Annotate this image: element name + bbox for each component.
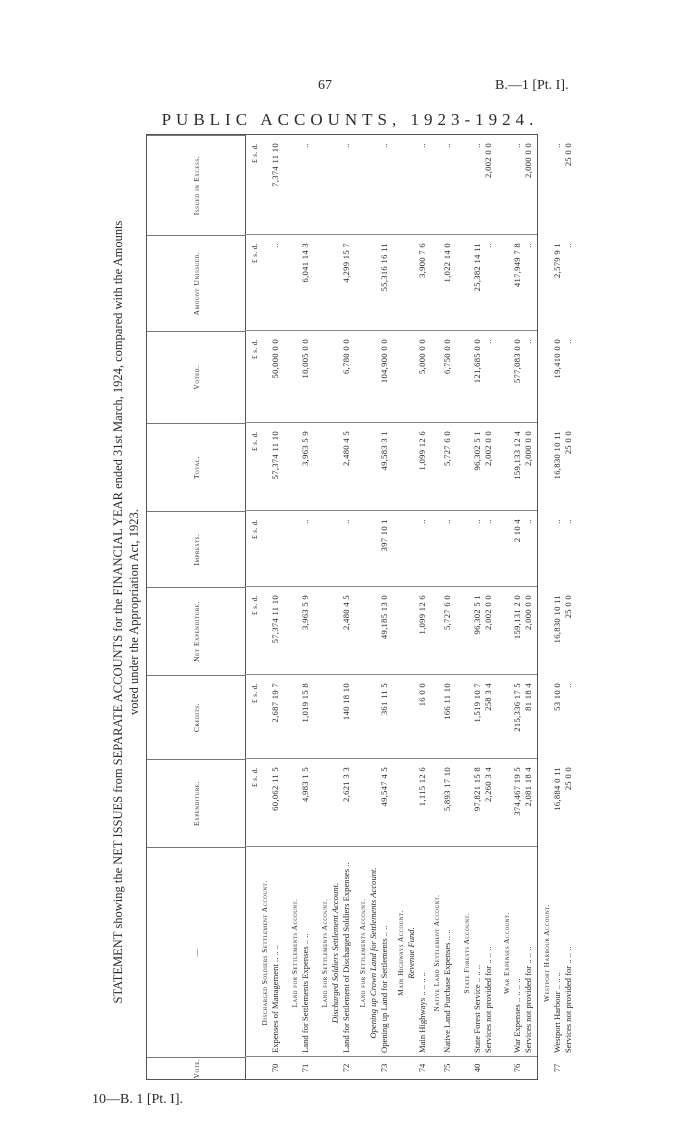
amount-credits: 361 11 5 <box>379 683 389 716</box>
vote-number: 71 <box>300 1063 310 1073</box>
amount-unissued: 3,900 7 6 <box>417 243 427 278</box>
amount-expenditure: 1,115 12 6 <box>417 767 427 807</box>
page-number: 67 <box>318 78 332 93</box>
amount-imprests: .. <box>563 519 573 524</box>
amount-unissued: .. <box>270 243 280 248</box>
account-name: Land for Settlements Account. <box>290 898 299 1008</box>
header-rule <box>245 135 246 1079</box>
amount-net: 96,302 5 1 <box>472 595 482 635</box>
amount-excess: .. <box>341 143 351 148</box>
amount-voted: 10,005 0 0 <box>300 339 310 379</box>
amount-voted: 6,750 0 0 <box>442 339 452 374</box>
amount-imprests: .. <box>341 519 351 524</box>
account-subtitle: Opening up Crown Land for Settlements Account. <box>368 867 378 1039</box>
amount-credits: .. <box>563 683 573 688</box>
amount-credits: 1,519 10 7 <box>472 683 482 723</box>
amount-total: 16,830 10 11 <box>552 431 562 480</box>
amount-excess: 7,374 11 10 <box>270 143 280 187</box>
account-name: State Forests Account. <box>462 912 471 994</box>
amount-net: 2,000 0 0 <box>523 595 533 630</box>
amount-net: 49,185 13 0 <box>379 595 389 640</box>
amount-voted: 19,410 0 0 <box>552 339 562 379</box>
amount-credits: 258 3 4 <box>483 683 493 711</box>
amount-imprests: .. <box>472 519 482 524</box>
amount-voted: 50,000 0 0 <box>270 339 280 379</box>
amount-excess: .. <box>472 143 482 148</box>
amount-net: 159,131 2 0 <box>512 595 522 640</box>
amount-expenditure: 16,884 0 11 <box>552 767 562 811</box>
col-header-voted: Voted. <box>147 331 245 423</box>
amount-credits: 215,336 17 5 <box>512 683 522 732</box>
amount-expenditure: 2,260 3 4 <box>483 767 493 802</box>
col-header-issued-in-excess: Issued in Excess. <box>147 135 245 235</box>
amount-credits: 140 18 10 <box>341 683 351 721</box>
rotated-statement <box>110 132 573 1092</box>
amount-total: 96,302 5 1 <box>472 431 482 471</box>
line-description: Main Highways .. .. .. .. <box>417 972 427 1053</box>
amount-unissued: 4,299 15 7 <box>341 243 351 283</box>
amount-expenditure: 4,983 1 5 <box>300 767 310 802</box>
col-header-credits: Credits. <box>147 675 245 759</box>
amount-excess: .. <box>442 143 452 148</box>
account-subtitle: Revenue Fund. <box>406 927 416 979</box>
amount-imprests: .. <box>417 519 427 524</box>
amount-unissued: 1,022 14 0 <box>442 243 452 283</box>
amount-excess: 2,002 0 0 <box>483 143 493 178</box>
units-label: £ s. d. <box>250 143 259 164</box>
amount-net: 25 0 0 <box>563 595 573 619</box>
amount-expenditure: 49,547 4 5 <box>379 767 389 807</box>
line-description: Land for Settlements Expenses .. .. <box>300 933 310 1053</box>
amount-credits: 2,687 19 7 <box>270 683 280 723</box>
amount-net: 16,830 10 11 <box>552 595 562 644</box>
document-reference: B.—1 [Pt. I]. <box>495 78 569 93</box>
vote-number: 70 <box>270 1063 280 1073</box>
amount-net: 3,963 5 9 <box>300 595 310 630</box>
amount-expenditure: 2,081 18 4 <box>523 767 533 807</box>
vote-number: 72 <box>341 1063 351 1073</box>
amount-voted: 6,780 0 0 <box>341 339 351 374</box>
vote-number: 40 <box>472 1063 482 1073</box>
vote-number: 75 <box>442 1063 452 1073</box>
amount-excess: .. <box>417 143 427 148</box>
amount-excess: .. <box>512 143 522 148</box>
amount-expenditure: 5,893 17 10 <box>442 767 452 812</box>
line-description: Westport Harbour .. .. .. <box>552 972 562 1053</box>
account-subtitle: Discharged Soldiers Settlement Account. <box>330 882 340 1024</box>
account-name: Westport Harbour Account. <box>542 903 551 1003</box>
amount-total: 1,099 12 6 <box>417 431 427 471</box>
units-label: £ s. d. <box>250 683 259 704</box>
amount-total: 5,727 6 0 <box>442 431 452 466</box>
page-footer: 10—B. 1 [Pt. I]. <box>92 1092 183 1107</box>
amount-unissued: 25,382 14 11 <box>472 243 482 292</box>
amount-voted: 5,000 0 0 <box>417 339 427 374</box>
amount-expenditure: 97,821 15 8 <box>472 767 482 812</box>
amount-excess: .. <box>300 143 310 148</box>
amount-excess: 2,000 0 0 <box>523 143 533 178</box>
col-header-expenditure: Expenditure. <box>147 759 245 847</box>
account-name: Discharged Soldiers Settlement Account. <box>260 880 269 1026</box>
statement-title-line-1: STATEMENT showing the NET ISSUES from SEPARATE ACCOUNTS for the FINANCIAL YEAR ended 31st March, 1924, compared with the Amounts <box>111 220 125 1004</box>
vote-number: 76 <box>512 1063 522 1073</box>
amount-imprests: 397 10 1 <box>379 519 389 552</box>
amount-unissued: .. <box>483 243 493 248</box>
amount-excess: .. <box>552 143 562 148</box>
account-name: Land for Settlements Account. <box>320 898 329 1008</box>
amount-imprests: .. <box>300 519 310 524</box>
amount-imprests: .. <box>523 519 533 524</box>
amount-credits: 166 11 10 <box>442 683 452 720</box>
statement-title-line-2: voted under the Appropriation Act, 1923. <box>127 509 141 715</box>
amount-voted: .. <box>483 339 493 344</box>
amount-unissued: .. <box>563 243 573 248</box>
col-header-net-expenditure: Net Expenditure. <box>147 587 245 675</box>
line-description: Opening up Land for Settlements .. .. <box>379 925 389 1053</box>
line-description: Land for Settlement of Discharged Soldiers Expenses .. <box>341 862 351 1053</box>
line-description: Services not provided for .. .. .. <box>563 946 573 1053</box>
amount-voted: 121,685 0 0 <box>472 339 482 384</box>
account-name: Land for Settlements Account. <box>358 898 367 1008</box>
amount-net: 57,374 11 10 <box>270 595 280 644</box>
amount-expenditure: 25 0 0 <box>563 767 573 791</box>
amount-excess: .. <box>379 143 389 148</box>
amount-unissued: .. <box>523 243 533 248</box>
amount-imprests: .. <box>483 519 493 524</box>
amount-expenditure: 2,621 3 3 <box>341 767 351 802</box>
vote-number: 73 <box>379 1063 389 1073</box>
units-label: £ s. d. <box>250 519 259 540</box>
amount-total: 25 0 0 <box>563 431 573 455</box>
amount-total: 2,000 0 0 <box>523 431 533 466</box>
amount-total: 2,480 4 5 <box>341 431 351 466</box>
page-title: PUBLIC ACCOUNTS, 1923-1924. <box>161 110 539 129</box>
amount-total: 159,133 12 4 <box>512 431 522 480</box>
amount-voted: 577,083 0 0 <box>512 339 522 384</box>
amount-imprests: .. <box>552 519 562 524</box>
col-header-imprests: Imprests. <box>147 511 245 587</box>
col-header-total: Total. <box>147 423 245 511</box>
amount-net: 2,480 4 5 <box>341 595 351 630</box>
col-header-vote: Vote. <box>147 1057 245 1079</box>
amount-imprests: .. <box>442 519 452 524</box>
amount-voted: .. <box>523 339 533 344</box>
vote-number: 74 <box>417 1063 427 1073</box>
statement-title <box>110 132 144 1092</box>
units-label: £ s. d. <box>250 431 259 452</box>
amount-voted: .. <box>563 339 573 344</box>
amount-unissued: 55,316 16 11 <box>379 243 389 292</box>
amount-net: 1,099 12 6 <box>417 595 427 635</box>
account-name: Main Highways Account. <box>396 910 405 996</box>
amount-total: 57,374 11 10 <box>270 431 280 480</box>
amount-net: 5,727 6 0 <box>442 595 452 630</box>
amount-excess: 25 0 0 <box>563 143 573 167</box>
amount-credits: 53 10 0 <box>552 683 562 711</box>
units-label: £ s. d. <box>250 767 259 788</box>
amount-unissued: 2,579 9 1 <box>552 243 562 278</box>
line-description: Native Land Purchase Expenses .. .. <box>442 929 452 1053</box>
units-label: £ s. d. <box>250 339 259 360</box>
vote-number: 77 <box>552 1063 562 1073</box>
amount-unissued: 6,041 14 3 <box>300 243 310 283</box>
accounts-table <box>146 134 573 1080</box>
line-description: State Forest Service .. .. .. <box>472 964 482 1053</box>
col-header-amount-unissued: Amount Unissued. <box>147 235 245 331</box>
line-description: War Expenses .. .. .. .. <box>512 978 522 1053</box>
amount-expenditure: 374,467 19 5 <box>512 767 522 816</box>
line-description: Expenses of Management .. .. .. <box>270 944 280 1053</box>
amount-net: 2,002 0 0 <box>483 595 493 630</box>
col-header-description: — <box>147 847 245 1057</box>
amount-expenditure: 60,062 11 5 <box>270 767 280 811</box>
amount-credits: 16 0 0 <box>417 683 427 707</box>
amount-total: 2,002 0 0 <box>483 431 493 466</box>
units-label: £ s. d. <box>250 243 259 264</box>
line-description: Services not provided for .. .. .. <box>523 946 533 1053</box>
amount-voted: 104,900 0 0 <box>379 339 389 384</box>
amount-total: 3,963 5 9 <box>300 431 310 466</box>
amount-total: 49,583 3 1 <box>379 431 389 471</box>
amount-imprests: 2 10 4 <box>512 519 522 543</box>
units-label: £ s. d. <box>250 595 259 616</box>
column-rule <box>245 1056 537 1057</box>
account-name: War Expenses Account. <box>502 912 511 994</box>
line-description: Services not provided for .. .. .. <box>483 946 493 1053</box>
amount-unissued: 417,949 7 8 <box>512 243 522 288</box>
amount-credits: 1,019 15 8 <box>300 683 310 723</box>
account-name: Native Land Settlement Account. <box>432 894 441 1012</box>
amount-credits: 81 18 4 <box>523 683 533 711</box>
